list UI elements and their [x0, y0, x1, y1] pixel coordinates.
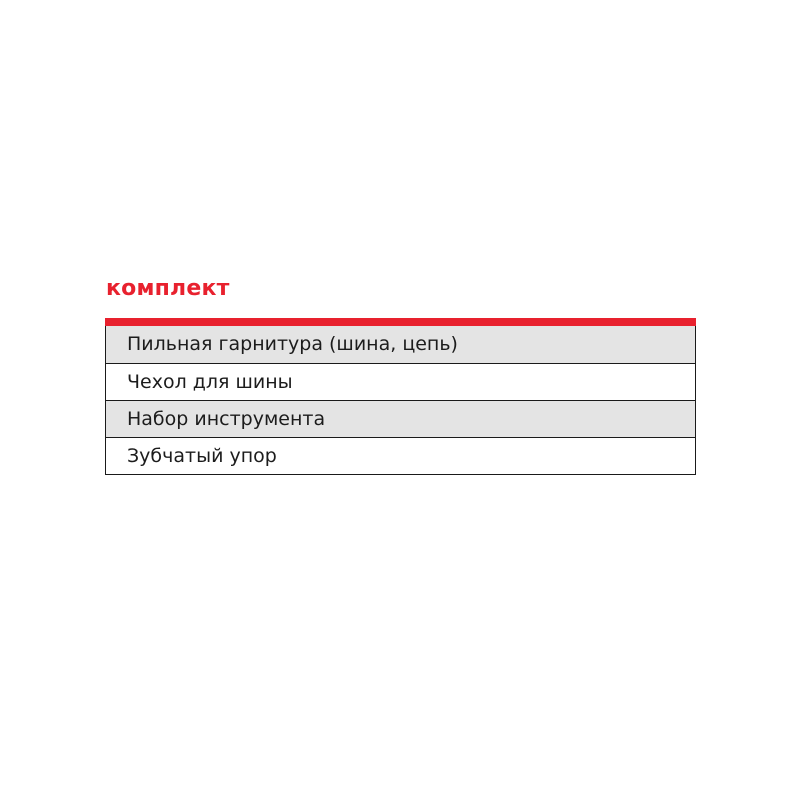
- table-row: [106, 326, 696, 363]
- item-cell: Пильная гарнитура (шина, цепь): [106, 326, 696, 363]
- item-cell: Набор инструмента: [106, 400, 696, 437]
- section-title: комплект: [106, 276, 230, 301]
- table-row: [106, 363, 696, 400]
- table-row: [106, 437, 696, 474]
- accent-bar: [105, 318, 696, 326]
- package-contents-table: [105, 326, 696, 475]
- table-row: [106, 400, 696, 437]
- item-cell: Чехол для шины: [106, 363, 696, 400]
- item-cell: Зубчатый упор: [106, 437, 696, 474]
